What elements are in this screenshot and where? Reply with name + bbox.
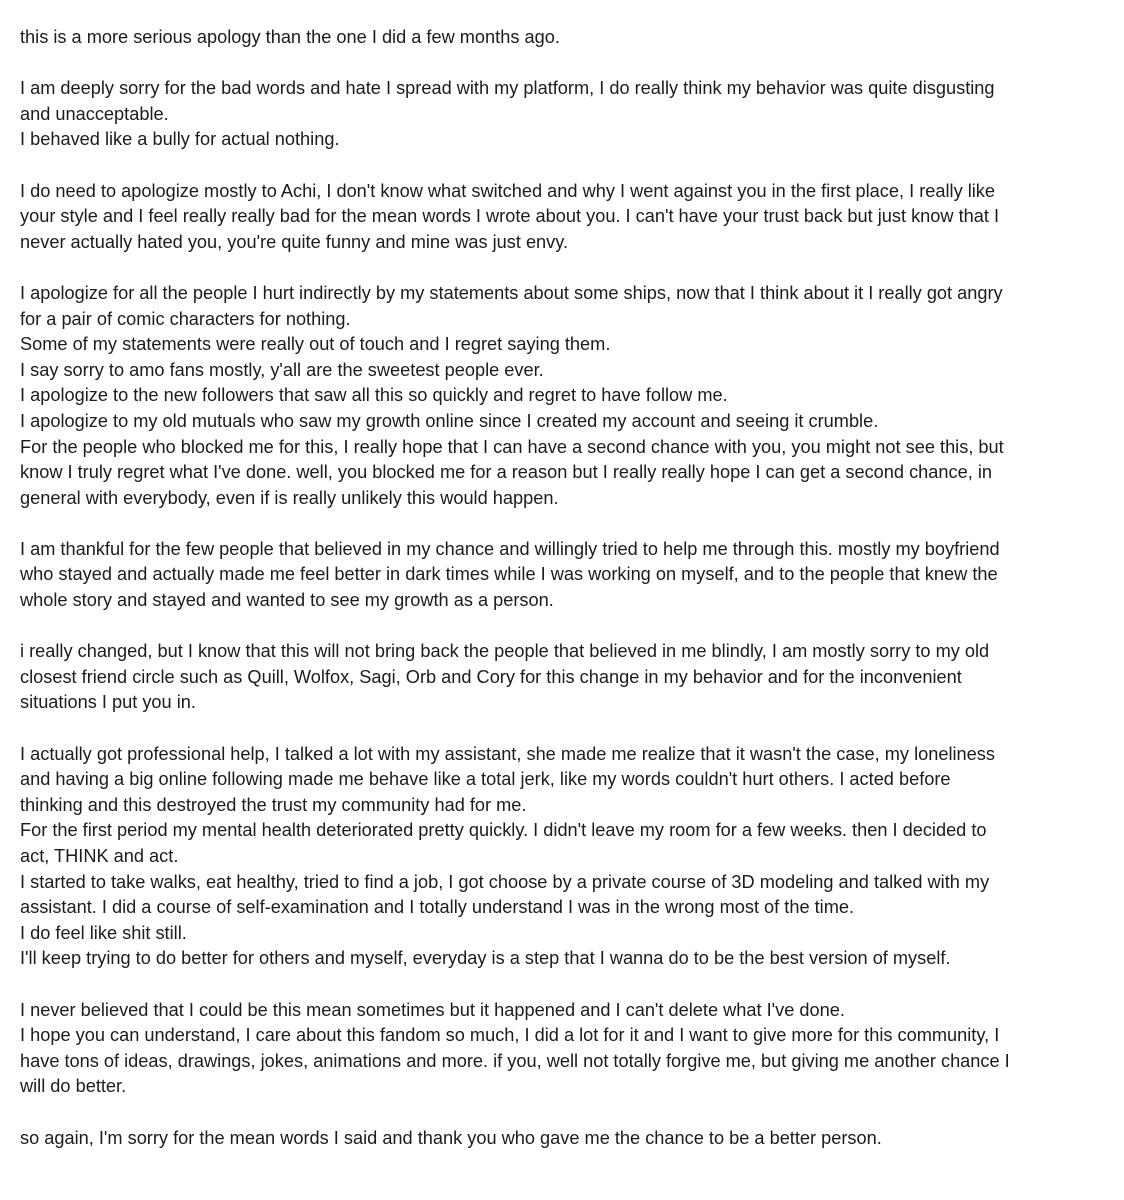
text-line: will do better. (20, 1076, 127, 1097)
text-line: I never believed that I could be this mean sometimes but it happened and I can't delete what I've done. (20, 999, 845, 1020)
paragraph (20, 1126, 1104, 1152)
paragraph (20, 742, 1104, 972)
text-line: I am deeply sorry for the bad words and hate I spread with my platform, I do really think my behavior was quite disgusting (20, 78, 995, 99)
text-line: I apologize to the new followers that saw all this so quickly and regret to have follow me. (20, 385, 728, 406)
apology-document (20, 25, 1104, 1177)
text-line: this is a more serious apology than the one I did a few months ago. (20, 27, 560, 47)
text-line: situations I put you in. (20, 692, 196, 713)
text-line: For the first period my mental health deteriorated pretty quickly. I didn't leave my room for a few weeks. then I decided to (20, 820, 987, 841)
text-line: I am thankful for the few people that believed in my chance and willingly tried to help me through this. mostly my boyfriend (20, 538, 1000, 559)
paragraph (20, 998, 1104, 1100)
text-line: I apologize for all the people I hurt indirectly by my statements about some ships, now that I think about it I really got angry (20, 282, 1003, 303)
paragraph (20, 76, 1104, 153)
text-line: act, THINK and act. (20, 846, 179, 866)
paragraph (20, 639, 1104, 716)
text-line: I hope you can understand, I care about this fandom so much, I did a lot for it and I want to give more for this community, I (20, 1025, 1000, 1046)
text-line: and unacceptable. (20, 103, 169, 124)
text-line: Some of my statements were really out of touch and I regret saying them. (20, 334, 611, 355)
text-line: i really changed, but I know that this will not bring back the people that believed in me blindly, I am mostly sorry to my old (20, 641, 990, 662)
text-line: thinking and this destroyed the trust my community had for me. (20, 794, 527, 815)
text-line: so again, I'm sorry for the mean words I said and thank you who gave me the chance to be a better person. (20, 1127, 882, 1148)
paragraph (20, 179, 1104, 256)
text-line: I'll keep trying to do better for others and myself, everyday is a step that I wanna do to be the best version of myself. (20, 948, 951, 969)
text-line: I started to take walks, eat healthy, tried to find a job, I got choose by a private course of 3D modeling and talked with my (20, 871, 990, 892)
text-line: closest friend circle such as Quill, Wolfox, Sagi, Orb and Cory for this change in my behavior and for the inconvenient (20, 666, 962, 687)
text-line: have tons of ideas, drawings, jokes, animations and more. if you, well not totally forgive me, but giving me another chance I (20, 1050, 1010, 1071)
text-line: I apologize to my old mutuals who saw my growth online since I created my account and seeing it crumble. (20, 410, 879, 431)
text-line: general with everybody, even if is really unlikely this would happen. (20, 487, 559, 508)
paragraph (20, 25, 1104, 51)
text-line: assistant. I did a course of self-examination and I totally understand I was in the wrong most of the time. (20, 897, 855, 918)
text-line: know I truly regret what I've done. well, you blocked me for a reason but I really really hope I can get a second chance, in (20, 462, 992, 483)
text-line: for a pair of comic characters for nothing. (20, 308, 351, 329)
text-line: never actually hated you, you're quite funny and mine was just envy. (20, 231, 569, 252)
text-line: whole story and stayed and wanted to see my growth as a person. (20, 590, 554, 611)
text-line: I say sorry to amo fans mostly, y'all are the sweetest people ever. (20, 359, 544, 380)
text-line: your style and I feel really really bad for the mean words I wrote about you. I can't have your trust back but just know that I (20, 206, 1000, 227)
paragraph (20, 537, 1104, 614)
text-line: For the people who blocked me for this, I really hope that I can have a second chance with you, you might not see this, but (20, 436, 1004, 457)
text-line: and having a big online following made me behave like a total jerk, like my words couldn't hurt others. I acted before (20, 769, 951, 790)
paragraph (20, 281, 1104, 511)
text-line: I behaved like a bully for actual nothing. (20, 129, 340, 150)
text-line: I actually got professional help, I talked a lot with my assistant, she made me realize that it wasn't the case, my loneliness (20, 743, 995, 764)
text-line: I do need to apologize mostly to Achi, I don't know what switched and why I went against you in the first place, I really like (20, 180, 996, 201)
text-line: who stayed and actually made me feel better in dark times while I was working on myself, and to the people that knew the (20, 564, 998, 585)
text-line: I do feel like shit still. (20, 922, 187, 943)
